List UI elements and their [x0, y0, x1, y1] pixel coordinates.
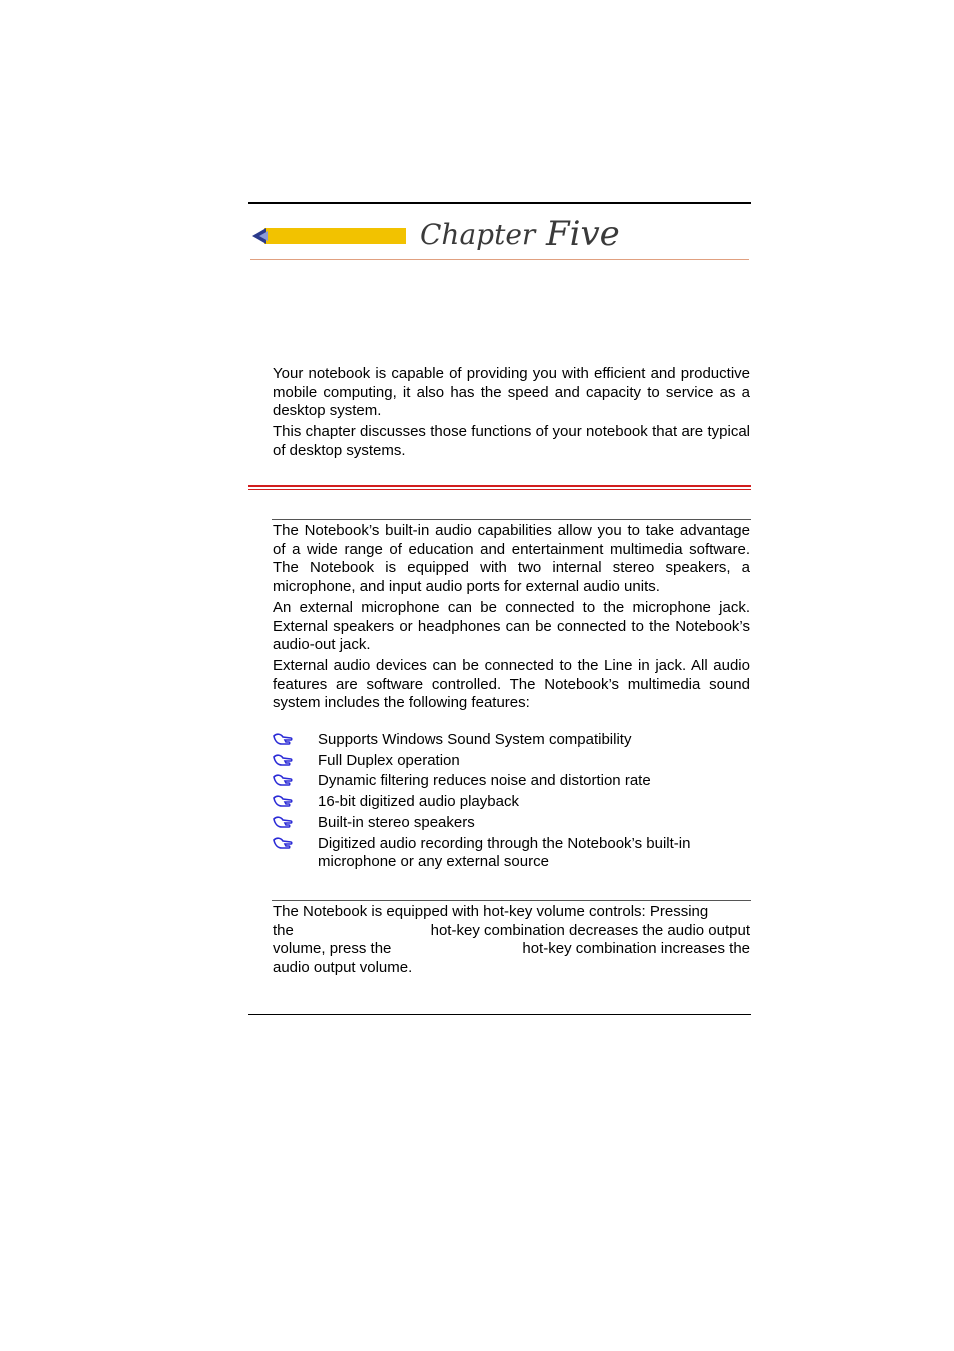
hand-pointer-icon	[273, 753, 293, 769]
feature-list	[273, 731, 750, 874]
list-item	[273, 814, 750, 833]
section-divider-red-2	[248, 489, 751, 490]
audio-paragraph-2: An external microphone can be connected to the microphone jack. External speakers or headphones can be connected to the Notebook’s audio-out jack.	[273, 598, 750, 654]
bottom-rule	[248, 1014, 751, 1015]
list-item	[273, 793, 750, 812]
volume-line-2-end: hot-key combination decreases the audio output	[430, 921, 750, 939]
hand-pointer-icon	[273, 836, 293, 852]
volume-line-1: The Notebook is equipped with hot-key volume controls: Pressing	[273, 903, 709, 920]
list-item	[273, 772, 750, 791]
volume-line-2-start: the	[273, 921, 294, 939]
feature-text: 16-bit digitized audio playback	[318, 793, 519, 811]
feature-text: Dynamic filtering reduces noise and distortion rate	[318, 772, 651, 790]
intro-section	[273, 365, 750, 461]
audio-section	[273, 522, 750, 713]
list-item	[273, 752, 750, 771]
chapter-bar-graphic	[250, 225, 408, 247]
feature-text: Built-in stereo speakers	[318, 813, 475, 831]
list-item	[273, 731, 750, 750]
hand-pointer-icon	[273, 794, 293, 810]
intro-paragraph-1: Your notebook is capable of providing you with efficient and productive mobile computing, it also has the speed and capacity to service as a desktop system.	[273, 365, 750, 420]
volume-section	[273, 903, 750, 978]
hand-pointer-icon	[273, 815, 293, 831]
chapter-number: Five	[546, 214, 620, 254]
audio-heading-rule	[272, 519, 751, 520]
feature-text: Full Duplex operation	[318, 751, 460, 769]
top-rule	[248, 202, 751, 204]
intro-paragraph-2: This chapter discusses those functions of your notebook that are typical of desktop systems.	[273, 423, 750, 459]
audio-paragraph-3: External audio devices can be connected to the Line in jack. All audio features are software controlled. The Notebook’s multimedia sound system includes the following features:	[273, 656, 750, 712]
volume-line-3-end: hot-key combination increases the	[522, 940, 750, 958]
feature-text: Digitized audio recording through the Notebook’s built-in microphone or any external source	[318, 834, 691, 871]
feature-text: Supports Windows Sound System compatibility	[318, 731, 632, 748]
volume-line-2	[273, 922, 750, 941]
volume-line-3-start: volume, press the	[273, 940, 392, 958]
list-item	[273, 835, 750, 872]
volume-heading-rule	[272, 900, 751, 901]
hand-pointer-icon	[273, 732, 293, 748]
chapter-underline	[250, 259, 749, 260]
hand-pointer-icon	[273, 773, 293, 789]
section-divider-red-1	[248, 485, 751, 487]
chapter-word: Chapter	[420, 218, 536, 251]
audio-paragraph-1: The Notebook’s built-in audio capabilities allow you to take advantage of a wide range of education and entertainment multimedia software. The Notebook is equipped with two internal stereo speakers, a microphone, and input audio ports for external audio units.	[273, 522, 750, 596]
volume-line-3	[273, 940, 750, 959]
volume-line-4: audio output volume.	[273, 959, 413, 977]
